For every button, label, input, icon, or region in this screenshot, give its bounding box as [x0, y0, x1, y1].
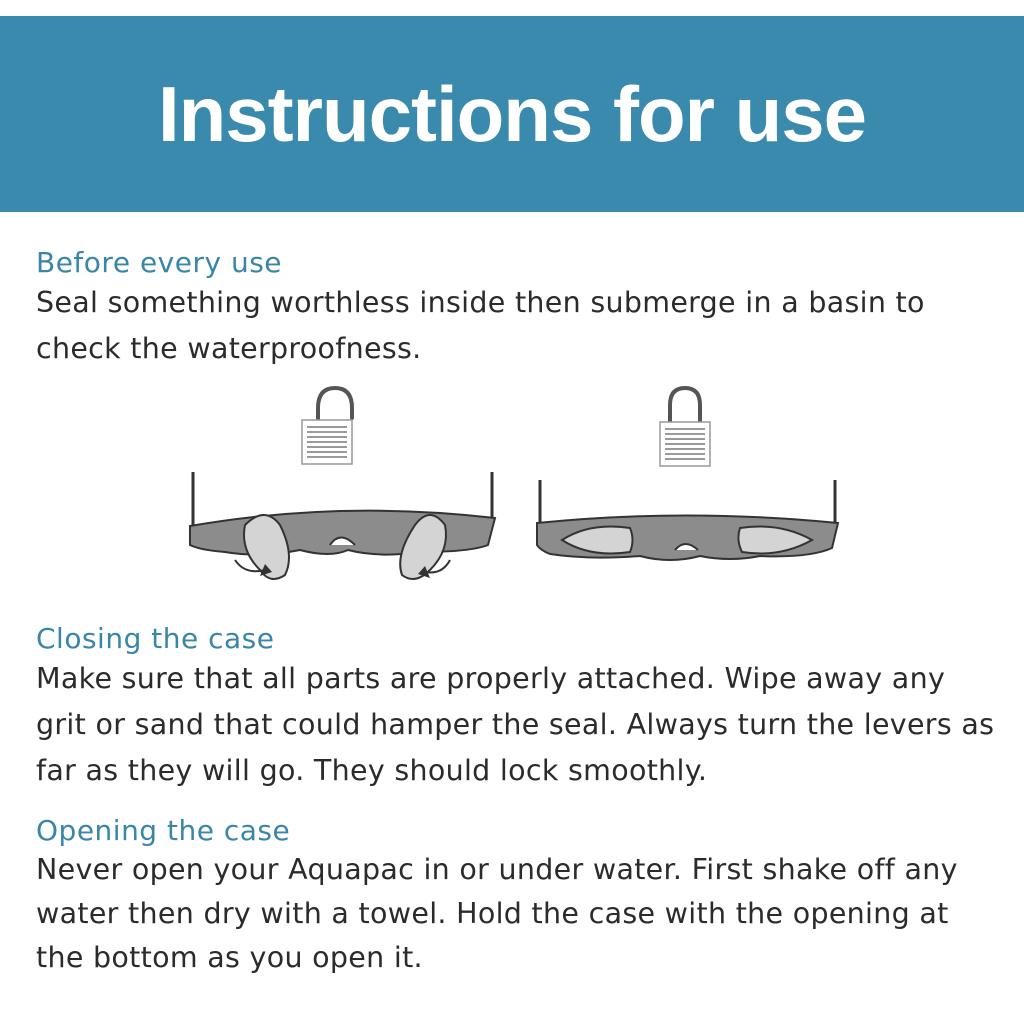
- header-banner: [0, 16, 1024, 212]
- section-closing-the-case: [36, 622, 996, 794]
- section-heading: Closing the case: [36, 622, 275, 655]
- open-clip-icon: [190, 472, 495, 579]
- section-body: Never open your Aquapac in or under water. First shake off any water then dry with a towel. Hold the case with the opening at the bottom as you open it.: [36, 853, 958, 974]
- padlock-closed-icon: [660, 388, 710, 466]
- section-heading: Opening the case: [36, 814, 291, 847]
- section-opening-the-case: [36, 814, 996, 980]
- section-heading: Before every use: [36, 246, 283, 279]
- page-title: Instructions for use: [157, 70, 867, 158]
- section-body: Seal something worthless inside then submerge in a basin to check the waterproofness.: [36, 286, 925, 365]
- section-body: Make sure that all parts are properly attached. Wipe away any grit or sand that could hamper the seal. Always turn the levers as far as they will go. They should lock smoothly.: [36, 662, 995, 787]
- section-before-every-use: [36, 246, 996, 372]
- seal-clip-illustration: [180, 380, 850, 595]
- padlock-open-icon: [302, 388, 352, 464]
- closed-clip-icon: [537, 480, 838, 560]
